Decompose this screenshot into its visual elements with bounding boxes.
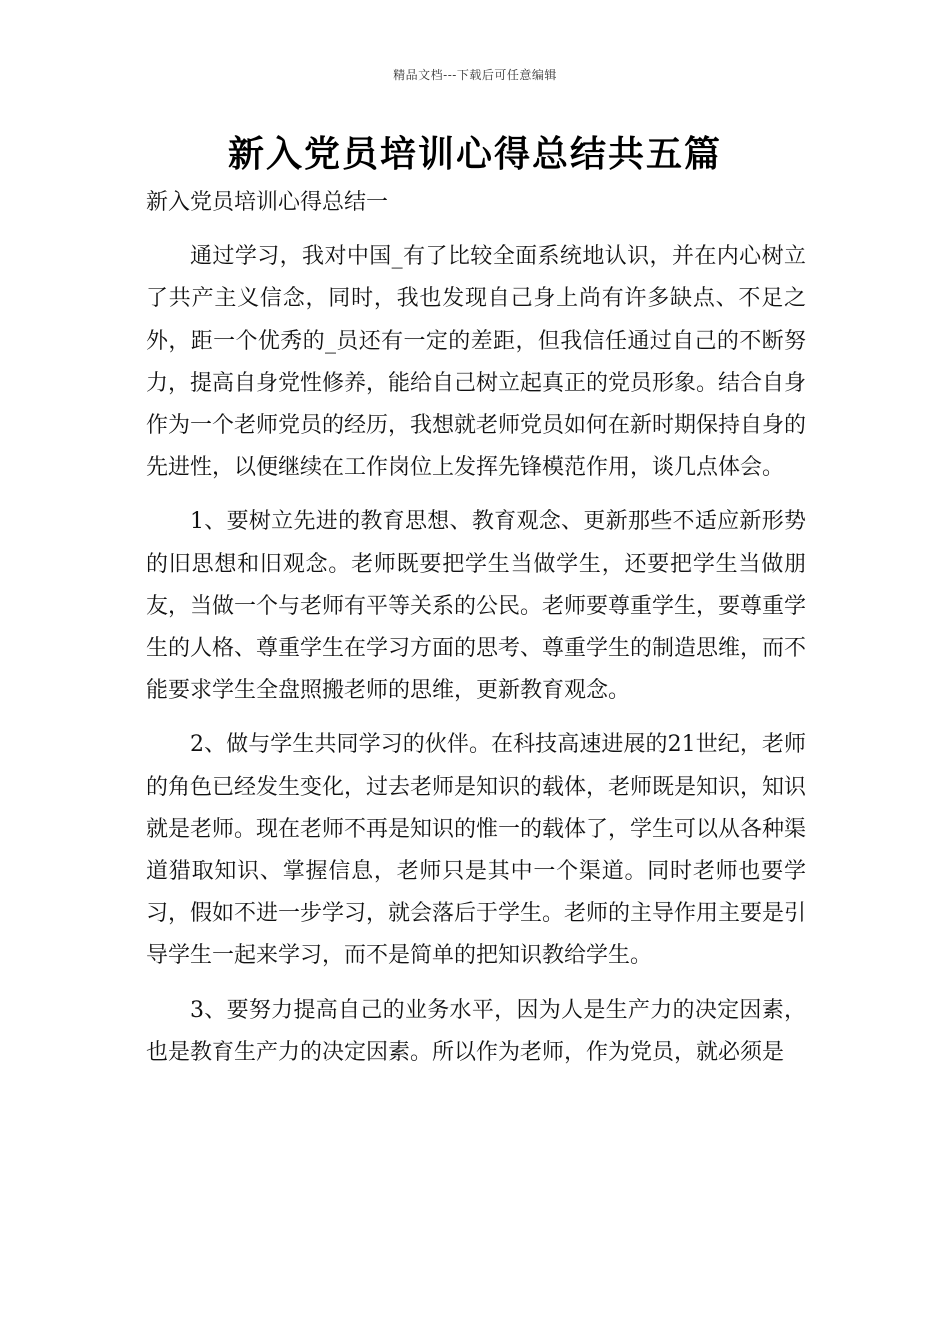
paragraph-point-3: 3、要努力提高自己的业务水平，因为人是生产力的决定因素，也是教育生产力的决定因素。所以作为老师，作为党员，就必须是 xyxy=(146,997,806,1065)
paragraph-point-2: 2、做与学生共同学习的伙伴。在科技高速进展的21世纪，老师的角色已经发生变化，过去老师是知识的载体，老师既是知识，知识就是老师。现在老师不再是知识的惟一的载体了，学生可以从各种渠道猎取知识、掌握信息，老师只是其中一个渠道。同时老师也要学习，假如不进一步学习，就会落后于学生。老师的主导作用主要是引导学生一起来学习，而不是简单的把知识教给学生。 xyxy=(146,732,807,969)
document-body xyxy=(146,182,806,1086)
paragraph-intro: 通过学习，我对中国_有了比较全面系统地认识，并在内心树立了共产主义信念，同时，我也发现自己身上尚有许多缺点、不足之外，距一个优秀的_员还有一定的差距，但我信任通过自己的不断努力，提高自身党性修养，能给自己树立起真正的党员形象。结合自身作为一个老师党员的经历，我想就老师党员如何在新时期保持自身的先进性，以便继续在工作岗位上发挥先锋模范作用，谈几点体会。 xyxy=(146,244,807,481)
paragraph-point-1: 1、要树立先进的教育思想、教育观念、更新那些不适应新形势的旧思想和旧观念。老师既要把学生当做学生，还要把学生当做朋友，当做一个与老师有平等关系的公民。老师要尊重学生，要尊重学生的人格、尊重学生在学习方面的思考、尊重学生的制造思维，而不能要求学生全盘照搬老师的思维，更新教育观念。 xyxy=(146,509,807,704)
section-subtitle: 新入党员培训心得总结一 xyxy=(146,190,389,215)
page-header: 精品文档---下载后可任意编辑 xyxy=(393,68,557,82)
document-title: 新入党员培训心得总结共五篇 xyxy=(227,133,722,175)
